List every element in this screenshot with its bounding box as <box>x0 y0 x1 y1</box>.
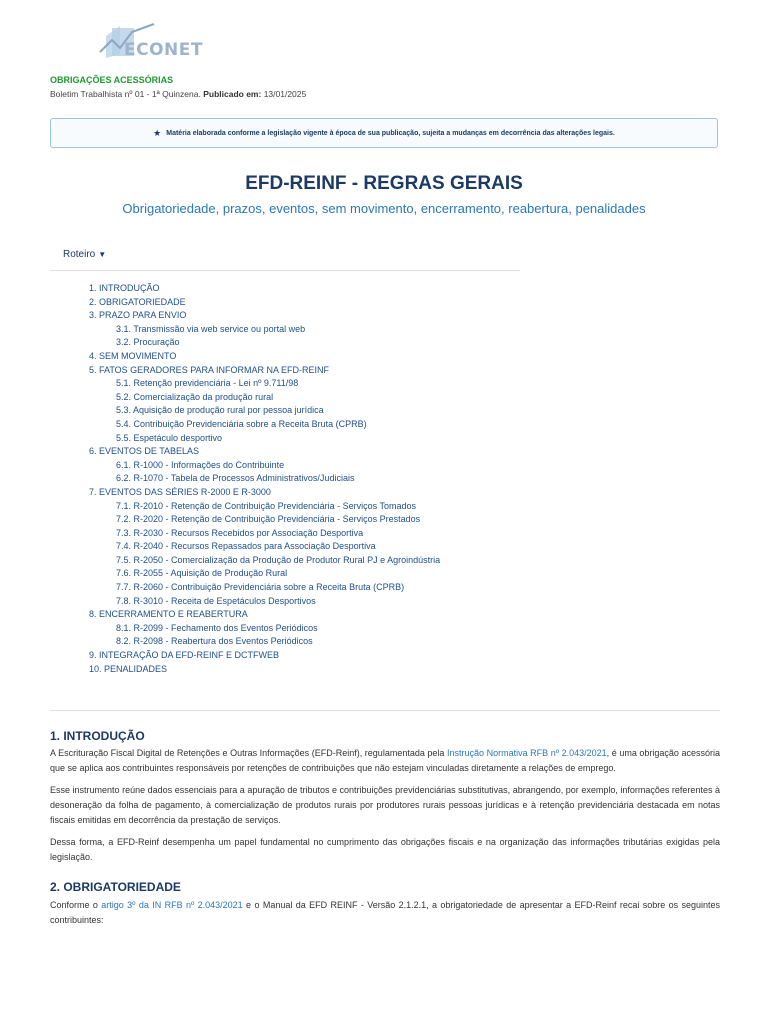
bulletin-name: Boletim Trabalhista nº 01 - 1ª Quinzena. <box>50 89 201 99</box>
toc-item[interactable]: 7.2. R-2020 - Retenção de Contribuição Previdenciária - Serviços Prestados <box>116 514 421 525</box>
toc-item[interactable]: 8.1. R-2099 - Fechamento dos Eventos Periódicos <box>116 622 318 633</box>
toc-item[interactable]: 5.1. Retenção previdenciária - Lei nº 9.711/98 <box>116 378 299 389</box>
obrig-paragraph-1 <box>50 898 720 928</box>
table-of-contents <box>89 282 440 676</box>
toc-item[interactable]: 7.7. R-2060 - Contribuição Previdenciária sobre a Receita Bruta (CPRB) <box>116 582 405 593</box>
notice-text: Matéria elaborada conforme a legislação vigente à época de sua publicação, sujeita a mudanças em decorrência das alterações legais. <box>166 129 615 137</box>
star-icon: ★ <box>153 127 162 138</box>
in-rfb-link[interactable]: Instrução Normativa RFB nº 2.043/2021 <box>447 748 607 758</box>
toc-item[interactable]: 5.5. Espetáculo desportivo <box>116 432 223 443</box>
toc-item[interactable]: 3.1. Transmissão via web service ou portal web <box>116 323 306 334</box>
published-date: 13/01/2025 <box>263 89 307 99</box>
toc-item[interactable]: 5.2. Comercialização da produção rural <box>116 391 274 402</box>
toc-item[interactable]: 7. EVENTOS DAS SÉRIES R-2000 E R-3000 <box>89 486 271 497</box>
artigo-3-link[interactable]: artigo 3º da IN RFB nº 2.043/2021 <box>101 900 243 910</box>
toc-item[interactable]: 6.2. R-1070 - Tabela de Processos Administrativos/Judiciais <box>116 473 355 484</box>
legislation-notice <box>50 118 718 148</box>
obrig-p1-text-a: Conforme o <box>50 900 102 910</box>
roteiro-label: Roteiro <box>63 249 96 260</box>
toc-item[interactable]: 7.4. R-2040 - Recursos Repassados para Associação Desportiva <box>116 541 376 552</box>
published-label: Publicado em: <box>203 89 262 99</box>
page-subtitle: Obrigatoriedade, prazos, eventos, sem movimento, encerramento, reabertura, penalidades <box>122 201 646 216</box>
toc-item[interactable]: 7.6. R-2055 - Aquisição de Produção Rural <box>116 568 288 579</box>
logo-text: ECONET <box>124 40 203 60</box>
toc-item[interactable]: 4. SEM MOVIMENTO <box>89 350 177 361</box>
intro-p1-text-b: , é uma obrigação acessória que se aplica aos contribuintes responsáveis por retenções de contribuições que não estejam vinculadas diretamente a relações de emprego. <box>50 748 721 773</box>
toc-item[interactable]: 7.8. R-3010 - Receita de Espetáculos Desportivos <box>116 595 316 606</box>
toc-item[interactable]: 7.1. R-2010 - Retenção de Contribuição Previdenciária - Serviços Tomados <box>116 500 416 511</box>
divider <box>50 710 720 711</box>
bulletin-info <box>50 89 306 99</box>
page-title: EFD-REINF - REGRAS GERAIS <box>245 173 523 194</box>
intro-paragraph-2: Esse instrumento reúne dados essenciais para a apuração de tributos e contribuições previdenciárias substitutivas, abrangendo, por exemplo, informações referentes à desoneração da folha de pagamento, à comercialização de produtos rurais por produtores rurais pessoas jurídicas e à retenção previdenciária destacada em notas fiscais emitidas em decorrência da prestação de serviços. <box>50 785 720 825</box>
toc-item[interactable]: 5. FATOS GERADORES PARA INFORMAR NA EFD-REINF <box>89 364 330 375</box>
toc-item[interactable]: 7.3. R-2030 - Recursos Recebidos por Associação Desportiva <box>116 527 364 538</box>
toc-item[interactable]: 5.4. Contribuição Previdenciária sobre a Receita Bruta (CPRB) <box>116 418 367 429</box>
toc-item[interactable]: 1. INTRODUÇÃO <box>89 283 160 293</box>
chevron-down-icon: ▼ <box>98 250 107 259</box>
divider <box>50 270 520 271</box>
toc-item[interactable]: 6. EVENTOS DE TABELAS <box>89 446 200 457</box>
obrig-p1-text-b: e o Manual da EFD REINF - Versão 2.1.2.1, a obrigatoriedade de apresentar a EFD-Reinf recai sobre os seguintes contribuintes: <box>50 900 721 925</box>
toc-item[interactable]: 6.1. R-1000 - Informações do Contribuinte <box>116 459 285 470</box>
toc-item[interactable]: 10. PENALIDADES <box>89 663 168 674</box>
roteiro-toggle[interactable] <box>63 249 106 260</box>
intro-paragraph-1 <box>50 746 720 776</box>
toc-item[interactable]: 7.5. R-2050 - Comercialização da Produção de Produtor Rural PJ e Agroindústria <box>116 554 441 565</box>
toc-item[interactable]: 9. INTEGRAÇÃO DA EFD-REINF E DCTFWEB <box>89 650 280 661</box>
toc-item[interactable]: 3. PRAZO PARA ENVIO <box>89 310 187 321</box>
toc-item[interactable]: 5.3. Aquisição de produção rural por pessoa jurídica <box>116 405 324 416</box>
toc-item[interactable]: 3.2. Procuração <box>116 337 180 348</box>
toc-item[interactable]: 8. ENCERRAMENTO E REABERTURA <box>89 609 248 620</box>
toc-item[interactable]: 2. OBRIGATORIEDADE <box>89 296 186 307</box>
category-label: OBRIGAÇÕES ACESSÓRIAS <box>50 75 174 85</box>
intro-p1-text-a: A Escrituração Fiscal Digital de Retenções e Outras Informações (EFD-Reinf), regulamentada pela <box>50 748 448 758</box>
intro-paragraph-3: Dessa forma, a EFD-Reinf desempenha um papel fundamental no cumprimento das obrigações fiscais e na organização das informações tributárias exigidas pela legislação. <box>50 837 720 862</box>
toc-item[interactable]: 8.2. R-2098 - Reabertura dos Eventos Periódicos <box>116 636 313 647</box>
section-heading-obrigatoriedade: 2. OBRIGATORIEDADE <box>50 880 181 894</box>
section-heading-introducao: 1. INTRODUÇÃO <box>50 729 145 743</box>
